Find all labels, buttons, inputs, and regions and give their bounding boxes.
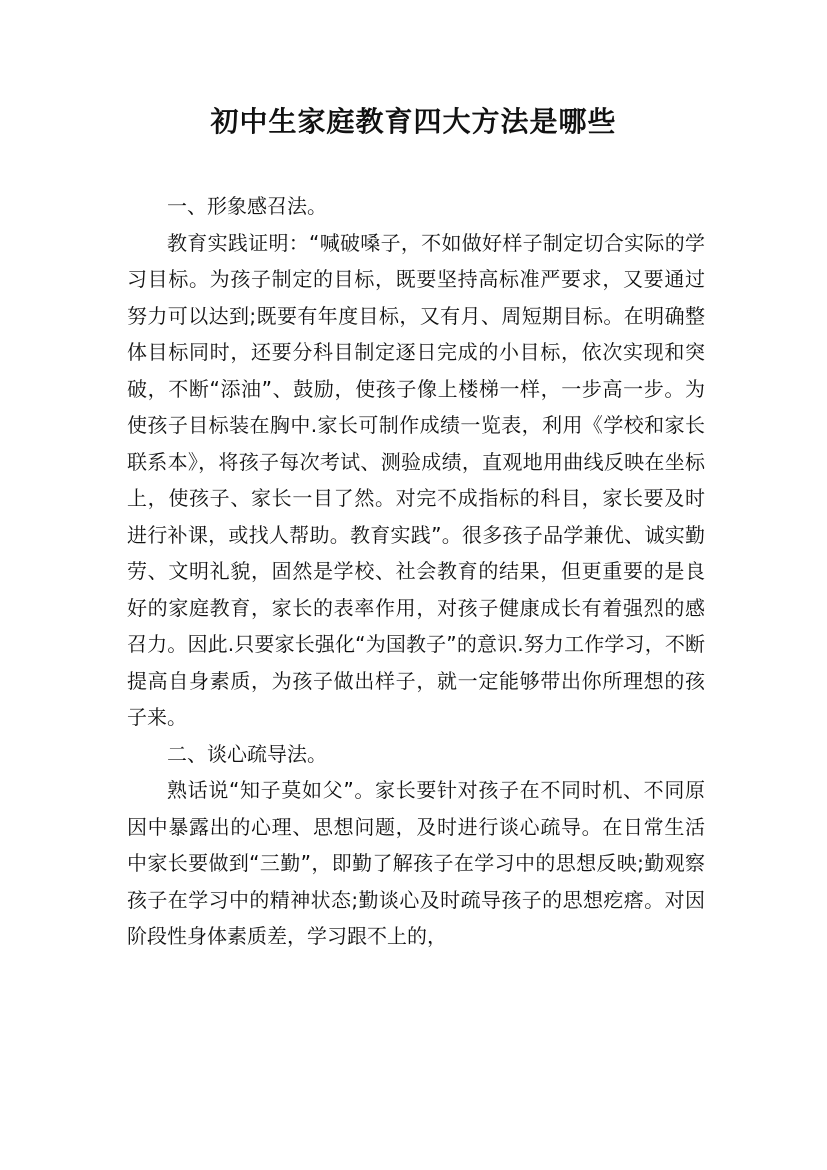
paragraph-2: 熟话说“知子莫如父”。家长要针对孩子在不同时机、不同原因中暴露出的心理、思想问题，及时进行谈心疏导。在日常生活中家长要做到“三勤”，即勤了解孩子在学习中的思想反映;勤观察孩子在学习中的精神状态;勤谈心及时疏导孩子的思想疙瘩。对因阶段性身体素质差，学习跟不上的， bbox=[127, 778, 705, 948]
section-heading-2: 二、谈心疏导法。 bbox=[167, 741, 327, 766]
paragraph-1: 教育实践证明：“喊破嗓子，不如做好样子制定切合实际的学习目标。为孩子制定的目标，既要坚持高标准严要求，又要通过努力可以达到;既要有年度目标，又有月、周短期目标。在明确整体目标同时，还要分科目制定逐日完成的小目标，依次实现和突破，不断“添油”、鼓励，使孩子像上楼梯一样，一步高一步。为使孩子目标装在胸中.家长可制作成绩一览表，利用《学校和家长联系本》，将孩子每次考试、测验成绩，直观地用曲线反映在坐标上，使孩子、家长一目了然。对完不成指标的科目，家长要及时进行补课，或找人帮助。教育实践”。很多孩子品学兼优、诚实勤劳、文明礼貌，固然是学校、社会教育的结果，但更重要的是良好的家庭教育，家长的表率作用，对孩子健康成长有着强烈的感召力。因此.只要家长强化“为国教子”的意识.努力工作学习，不断提高自身素质，为孩子做出样子，就一定能够带出你所理想的孩子来。 bbox=[127, 230, 705, 729]
document-body bbox=[127, 188, 705, 955]
document-title: 初中生家庭教育四大方法是哪些 bbox=[210, 105, 617, 138]
section-heading-1: 一、形象感召法。 bbox=[167, 194, 327, 218]
